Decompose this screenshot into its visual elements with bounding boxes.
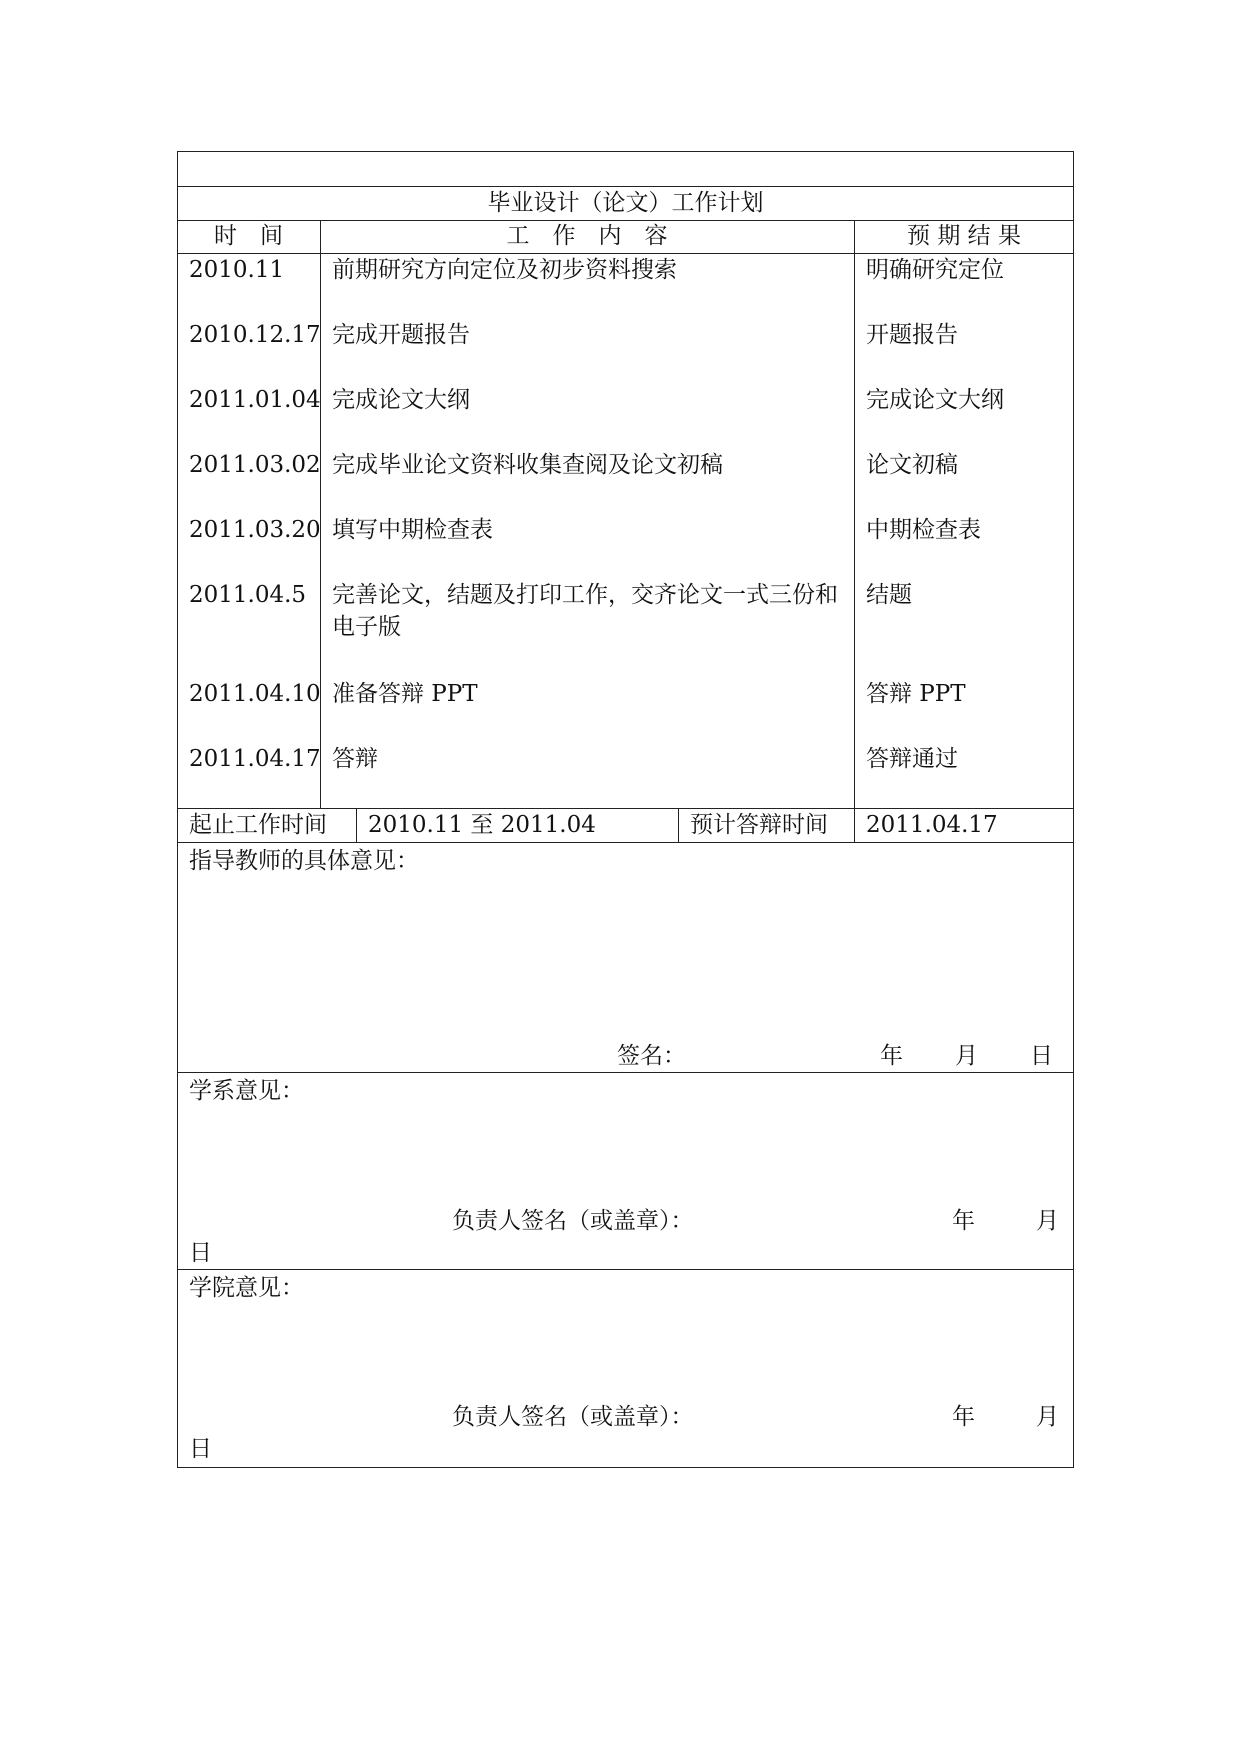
row-5-content: 填写中期检查表 [332,517,493,543]
department-day: 日 [189,1240,212,1266]
period-label: 起止工作时间 [189,812,327,838]
college-year: 年 [952,1404,975,1430]
rule [178,842,1073,843]
header-result: 预 期 结 果 [907,223,1021,249]
advisor-sign-label: 签名： [617,1043,686,1069]
row-8-content: 答辩 [332,746,378,772]
row-3-result: 完成论文大纲 [866,387,1004,413]
college-day: 日 [189,1436,212,1462]
row-4-time: 2011.03.02 [189,452,321,478]
department-year: 年 [952,1208,975,1234]
row-2-content: 完成开题报告 [332,322,470,348]
row-4-content: 完成毕业论文资料收集查阅及论文初稿 [332,452,723,478]
row-6-result: 结题 [866,582,912,608]
row-4-result: 论文初稿 [866,452,958,478]
row-6-content: 完善论文，结题及打印工作，交齐论文一式三份和电子版 [332,582,838,640]
row-2-result: 开题报告 [866,322,958,348]
period-value: 2010.11 至 2011.04 [368,812,596,838]
defense-label: 预计答辩时间 [690,812,828,838]
row-1-result: 明确研究定位 [866,257,1004,283]
row-1-content: 前期研究方向定位及初步资料搜索 [332,257,677,283]
rule [178,1269,1073,1270]
header-time: 时 间 [214,223,283,249]
header-content: 工 作 内 容 [506,223,668,249]
table-title: 毕业设计（论文）工作计划 [487,190,764,216]
row-2-time: 2010.12.17 [189,322,321,348]
row-3-content: 完成论文大纲 [332,387,470,413]
row-6-time: 2011.04.5 [189,582,307,608]
advisor-opinion-label: 指导教师的具体意见： [189,848,419,874]
department-month: 月 [1036,1208,1059,1234]
advisor-month: 月 [955,1043,978,1069]
column-divider [356,808,357,842]
college-opinion-label: 学院意见： [189,1275,304,1301]
row-8-time: 2011.04.17 [189,746,321,772]
defense-value: 2011.04.17 [866,812,998,838]
college-month: 月 [1036,1404,1059,1430]
department-opinion-label: 学系意见： [189,1078,304,1104]
advisor-year: 年 [880,1043,903,1069]
column-divider [854,220,855,842]
column-divider [678,808,679,842]
row-5-result: 中期检查表 [866,517,981,543]
row-7-time: 2011.04.10 [189,681,321,707]
department-sign-label: 负责人签名（或盖章）： [452,1208,694,1234]
row-7-result: 答辩 PPT [866,681,966,707]
advisor-day: 日 [1030,1043,1053,1069]
row-5-time: 2011.03.20 [189,517,321,543]
row-3-time: 2011.01.04 [189,387,321,413]
row-7-content: 准备答辩 PPT [332,681,478,707]
row-1-time: 2010.11 [189,257,285,283]
row-8-result: 答辩通过 [866,746,958,772]
rule [178,1072,1073,1073]
college-sign-label: 负责人签名（或盖章）： [452,1404,694,1430]
